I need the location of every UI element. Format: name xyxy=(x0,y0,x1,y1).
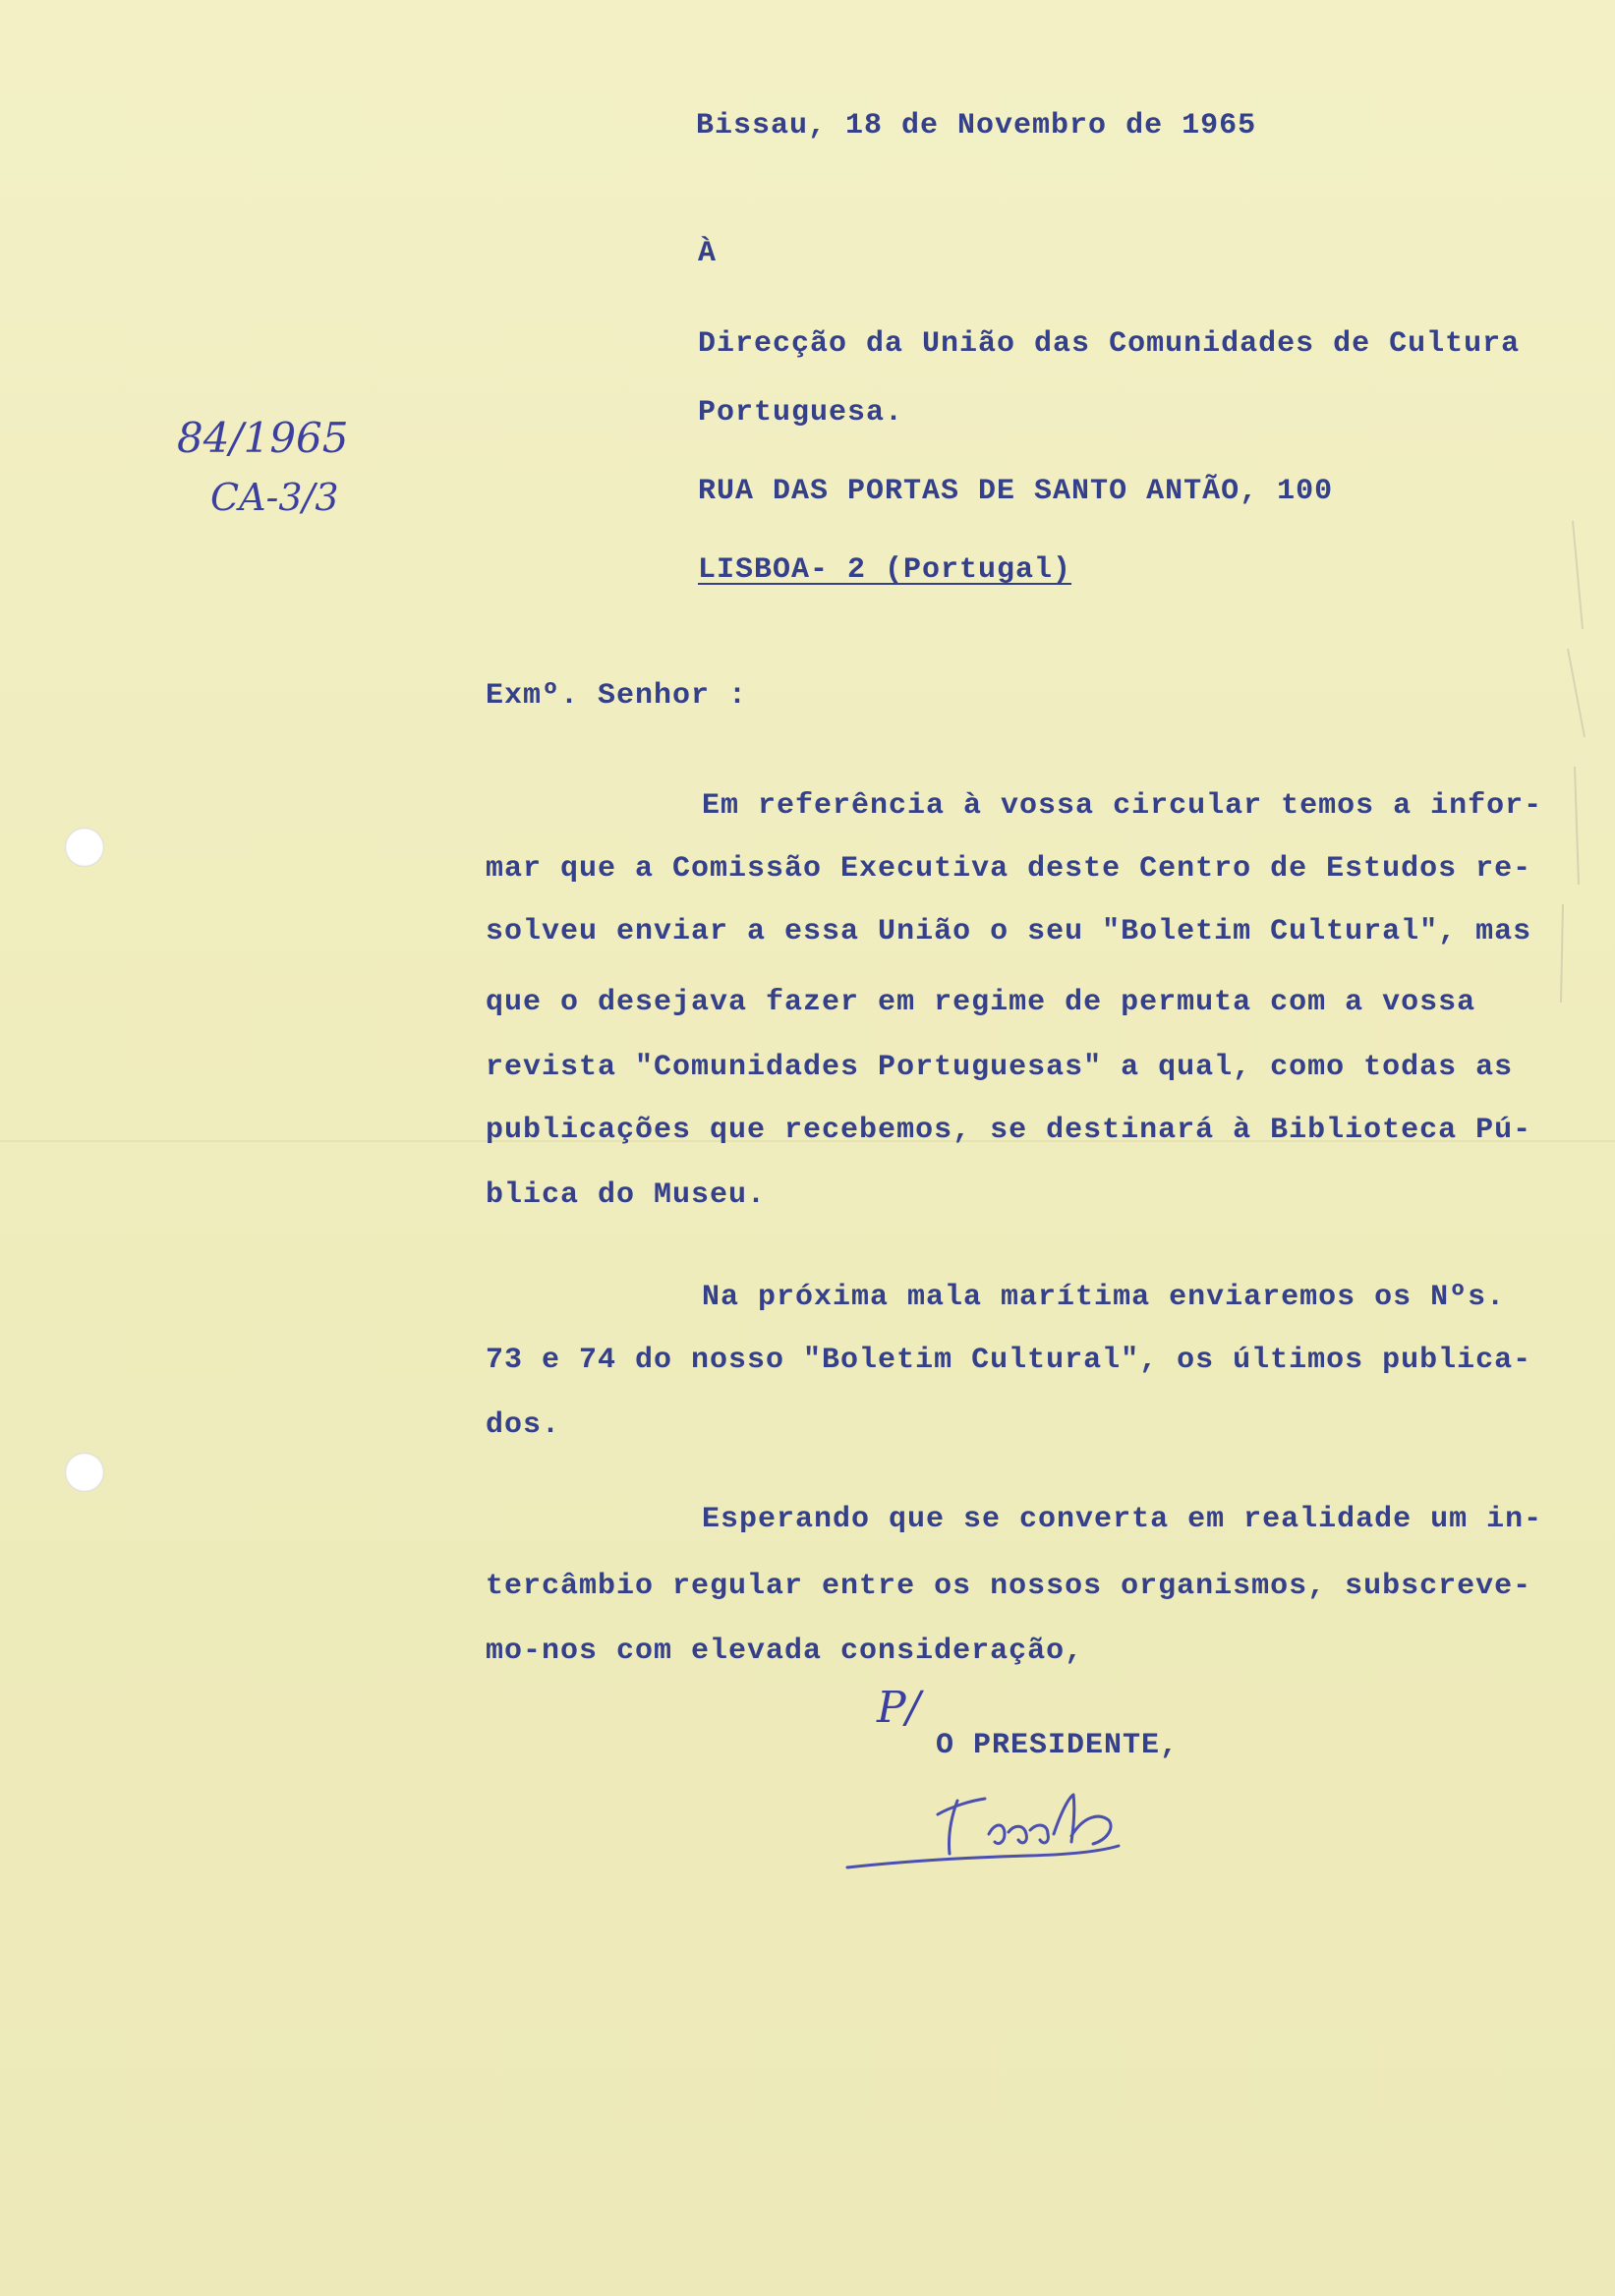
date-line: Bissau, 18 de Novembro de 1965 xyxy=(696,109,1257,143)
recipient-city: LISBOA- 2 (Portugal) xyxy=(698,553,1072,587)
paragraph-1-line: mar que a Comissão Executiva deste Centro de Estudos re- xyxy=(486,852,1532,886)
paragraph-3-line: Esperando que se converta em realidade um in- xyxy=(702,1503,1543,1536)
paragraph-3-line: mo-nos com elevada consideração, xyxy=(486,1635,1084,1668)
paragraph-2-line: 73 e 74 do nosso "Boletim Cultural", os últimos publica- xyxy=(486,1344,1532,1377)
recipient-line-2: Portuguesa. xyxy=(698,396,904,430)
punch-hole-bottom xyxy=(65,1453,104,1492)
paragraph-1-line: solveu enviar a essa União o seu "Boletim Cultural", mas xyxy=(486,915,1532,948)
per-procuration-mark: P/ xyxy=(877,1683,921,1733)
recipient-prefix: À xyxy=(698,237,718,270)
paragraph-1-line: que o desejava fazer em regime de permuta com a vossa xyxy=(486,986,1476,1019)
closing-title: O PRESIDENTE, xyxy=(936,1729,1180,1762)
paragraph-1-line: Em referência à vossa circular temos a infor- xyxy=(702,789,1543,823)
paragraph-1-line: blica do Museu. xyxy=(486,1178,767,1212)
handwritten-ref-number: 84/1965 xyxy=(177,414,349,462)
signature xyxy=(841,1777,1195,1885)
punch-hole-top xyxy=(65,828,104,867)
paragraph-1-line: revista "Comunidades Portuguesas" a qual, como todas as xyxy=(486,1051,1514,1084)
recipient-line-1: Direcção da União das Comunidades de Cultura xyxy=(698,327,1521,361)
recipient-street: RUA DAS PORTAS DE SANTO ANTÃO, 100 xyxy=(698,475,1334,508)
paragraph-2-line: Na próxima mala marítima enviaremos os Nºs. xyxy=(702,1281,1506,1314)
paragraph-1-line: publicações que recebemos, se destinará à Biblioteca Pú- xyxy=(486,1114,1532,1147)
handwritten-ref-code: CA-3/3 xyxy=(210,476,339,519)
salutation: Exmº. Senhor : xyxy=(486,679,748,713)
paragraph-2-line: dos. xyxy=(486,1408,561,1442)
paragraph-3-line: tercâmbio regular entre os nossos organismos, subscreve- xyxy=(486,1570,1532,1603)
